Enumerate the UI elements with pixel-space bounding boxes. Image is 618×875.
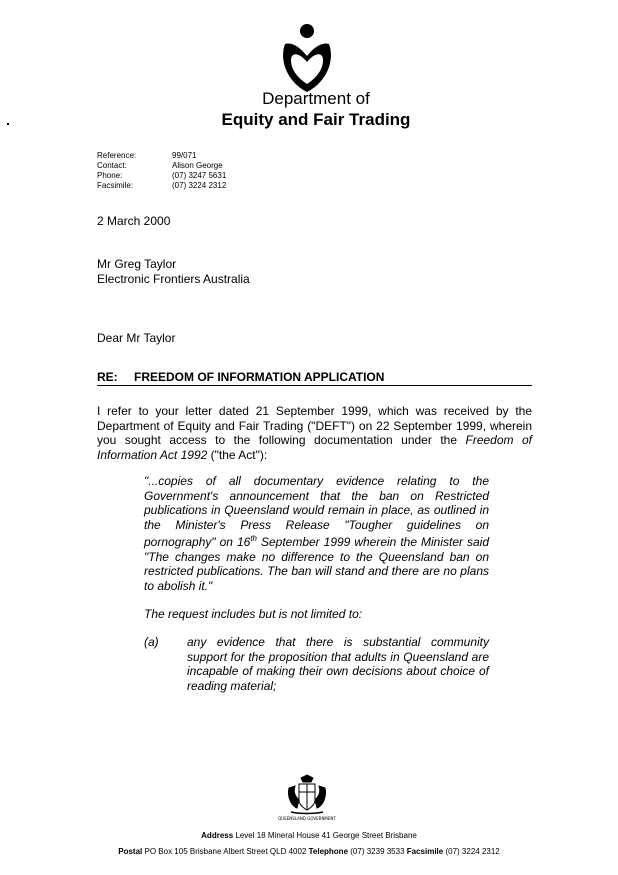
- department-prefix: Department of: [262, 89, 370, 108]
- phone-label: Phone:: [97, 171, 123, 180]
- address-label: Address: [201, 831, 234, 840]
- address-value: Level 18 Mineral House 41 George Street Brisbane: [235, 831, 417, 840]
- subject-title: FREEDOM OF INFORMATION APPLICATION: [134, 370, 385, 384]
- quoted-request: [144, 474, 489, 593]
- request-intro: The request includes but is not limited to:: [144, 607, 363, 621]
- facsimile-value: (07) 3224 2312: [172, 181, 227, 190]
- body-paragraph: [97, 404, 532, 462]
- facsimile-label: Facsimile:: [97, 181, 134, 190]
- addressee-organisation: Electronic Frontiers Australia: [97, 272, 250, 286]
- salutation: Dear Mr Taylor: [97, 331, 176, 345]
- facsimile-footer-label: Facsimile: [406, 847, 444, 856]
- item-label: (a): [144, 635, 159, 649]
- scan-mark: [7, 123, 9, 125]
- quote-part-2: September 1999 wherein the Minister said "The changes make no difference to the Queensland ban on restricted publications. The ban will stand and there are no plans to abolish it.": [144, 535, 489, 593]
- reference-row: [97, 151, 226, 161]
- contact-value: Alison George: [172, 161, 223, 170]
- quote-part-1: "...copies of all documentary evidence relating to the Government's announcement that the ban on Restricted publications in Queensland would remain in place, as outlined in the Minister's Press Release "Tougher guidelines on pornography" on 16: [144, 474, 489, 549]
- reference-value: 99/071: [172, 151, 197, 160]
- department-logo-icon: [277, 22, 337, 94]
- footer-contact: [0, 847, 618, 856]
- body-intro: I refer to your letter dated 21 September 1999, which was received by the Department of Equity and Fair Trading ("DEFT") on 22 September 1999, wherein you sought access to the following documentation under the: [97, 404, 532, 447]
- footer-address: [0, 831, 618, 840]
- reference-label: Reference:: [97, 151, 137, 160]
- facsimile-row: [97, 181, 226, 191]
- item-text: any evidence that there is substantial community support for the proposition that adults in Queensland are incapable of making their own decisions about choice of reading material;: [187, 635, 489, 693]
- postal-value: PO Box 105 Brisbane Albert Street QLD 4002: [144, 847, 307, 856]
- queensland-crest-icon: [278, 774, 336, 828]
- subject-line: [97, 370, 532, 386]
- postal-label: Postal: [118, 847, 143, 856]
- contact-label: Contact:: [97, 161, 127, 170]
- act-suffix: ("the Act"):: [210, 447, 268, 462]
- addressee-name: Mr Greg Taylor: [97, 257, 177, 271]
- quote-superscript: th: [250, 534, 257, 543]
- addressee-block: [97, 257, 250, 287]
- facsimile-footer-value: (07) 3224 2312: [445, 847, 500, 856]
- act-name: Freedom of Information Act 1992: [97, 433, 533, 462]
- department-name: Equity and Fair Trading: [221, 110, 411, 129]
- letter-date: 2 March 2000: [97, 214, 171, 228]
- telephone-value: (07) 3239 3533: [350, 847, 405, 856]
- crest-text: QUEENSLAND GOVERNMENT: [278, 816, 336, 821]
- contact-row: [97, 161, 226, 171]
- phone-value: (07) 3247 5631: [172, 171, 227, 180]
- phone-row: [97, 171, 226, 181]
- reference-block: [97, 151, 226, 191]
- telephone-label: Telephone: [308, 847, 349, 856]
- subject-prefix: RE:: [97, 370, 118, 384]
